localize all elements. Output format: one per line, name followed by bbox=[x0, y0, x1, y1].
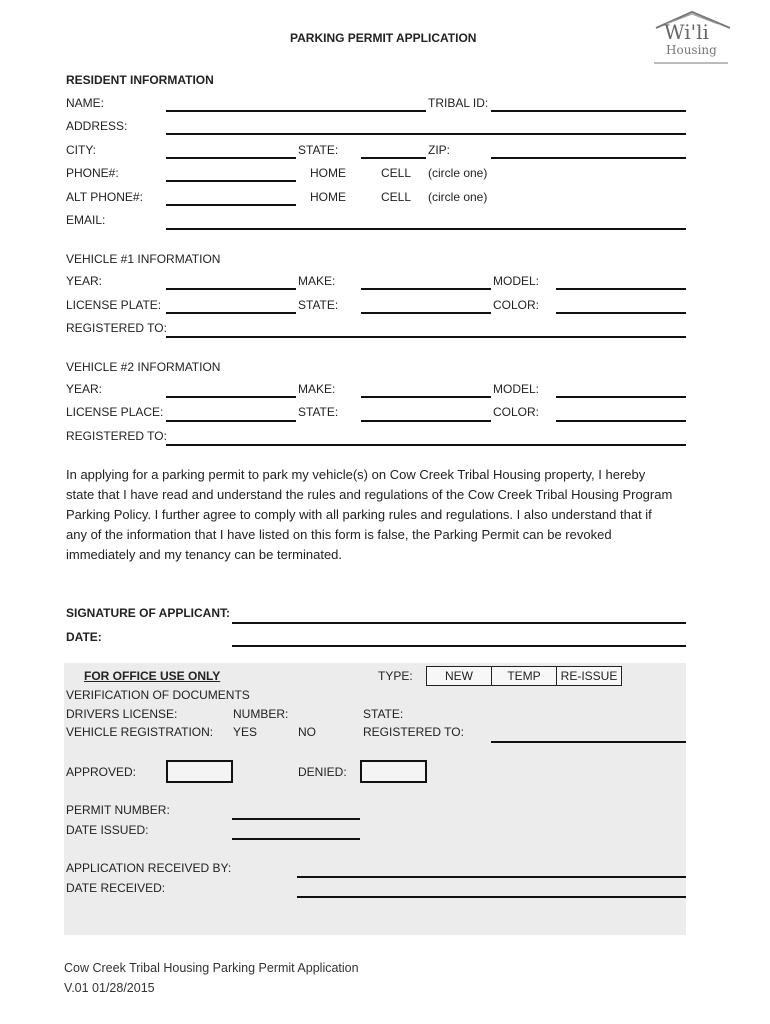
phone-circle-one: (circle one) bbox=[428, 166, 488, 180]
date-label: DATE: bbox=[66, 630, 102, 644]
email-field[interactable] bbox=[166, 228, 686, 230]
city-label: CITY: bbox=[66, 143, 97, 157]
vehicle2-heading: VEHICLE #2 INFORMATION bbox=[66, 360, 221, 374]
office-registered-to-field[interactable] bbox=[491, 741, 686, 743]
signature-field[interactable] bbox=[232, 622, 686, 624]
date-received-label: DATE RECEIVED: bbox=[66, 881, 166, 895]
footer-title: Cow Creek Tribal Housing Parking Permit Application bbox=[64, 961, 359, 975]
vehicle2-model-label: MODEL: bbox=[493, 382, 540, 396]
state-field[interactable] bbox=[361, 157, 426, 159]
city-field[interactable] bbox=[166, 157, 296, 159]
zip-field[interactable] bbox=[491, 157, 686, 159]
page-title: PARKING PERMIT APPLICATION bbox=[290, 31, 477, 45]
date-received-field[interactable] bbox=[297, 896, 686, 898]
signature-label: SIGNATURE OF APPLICANT: bbox=[66, 606, 230, 620]
date-issued-field[interactable] bbox=[232, 838, 360, 840]
phone-cell-option[interactable]: CELL bbox=[381, 166, 412, 180]
name-label: NAME: bbox=[66, 96, 105, 110]
vehicle2-color-field[interactable] bbox=[556, 420, 686, 422]
logo-subtext: Housing bbox=[666, 43, 717, 57]
alt-phone-field[interactable] bbox=[166, 204, 296, 206]
vehicle2-state-label: STATE: bbox=[298, 405, 339, 419]
vehicle2-year-label: YEAR: bbox=[66, 382, 103, 396]
vehicle1-plate-field[interactable] bbox=[166, 312, 296, 314]
vehicle2-registered-label: REGISTERED TO: bbox=[66, 429, 167, 443]
vehicle1-registered-label: REGISTERED TO: bbox=[66, 321, 167, 335]
number-label: NUMBER: bbox=[233, 707, 289, 721]
phone-field[interactable] bbox=[166, 180, 296, 182]
office-registered-to-label: REGISTERED TO: bbox=[363, 725, 464, 739]
verification-label: VERIFICATION OF DOCUMENTS bbox=[66, 688, 250, 702]
phone-label: PHONE#: bbox=[66, 166, 119, 180]
vehicle2-plate-label: LICENSE PLACE: bbox=[66, 405, 164, 419]
vehicle2-registered-field[interactable] bbox=[166, 444, 686, 446]
registration-no-option[interactable]: NO bbox=[298, 725, 316, 739]
vehicle1-heading: VEHICLE #1 INFORMATION bbox=[66, 252, 221, 266]
vehicle1-color-label: COLOR: bbox=[493, 298, 540, 312]
logo-tagline-rule bbox=[654, 62, 728, 64]
vehicle-registration-label: VEHICLE REGISTRATION: bbox=[66, 725, 214, 739]
alt-phone-cell-option[interactable]: CELL bbox=[381, 190, 412, 204]
denied-box[interactable] bbox=[360, 760, 427, 783]
vehicle1-plate-label: LICENSE PLATE: bbox=[66, 298, 162, 312]
type-new-option[interactable]: NEW bbox=[426, 666, 492, 686]
phone-home-option[interactable]: HOME bbox=[310, 166, 346, 180]
vehicle1-model-field[interactable] bbox=[556, 288, 686, 290]
date-field[interactable] bbox=[232, 645, 686, 647]
zip-label: ZIP: bbox=[428, 143, 451, 157]
vehicle2-model-field[interactable] bbox=[556, 396, 686, 398]
received-by-field[interactable] bbox=[297, 876, 686, 878]
tribal-id-label: TRIBAL ID: bbox=[428, 96, 489, 110]
vehicle2-color-label: COLOR: bbox=[493, 405, 540, 419]
vehicle2-state-field[interactable] bbox=[361, 420, 491, 422]
approved-box[interactable] bbox=[166, 760, 233, 783]
vehicle1-model-label: MODEL: bbox=[493, 274, 540, 288]
state-label: STATE: bbox=[298, 143, 339, 157]
office-heading: FOR OFFICE USE ONLY bbox=[84, 669, 221, 683]
date-issued-label: DATE ISSUED: bbox=[66, 823, 149, 837]
vehicle1-year-label: YEAR: bbox=[66, 274, 103, 288]
tribal-id-field[interactable] bbox=[491, 110, 686, 112]
drivers-license-label: DRIVERS LICENSE: bbox=[66, 707, 178, 721]
logo-text: Wi'li bbox=[664, 20, 709, 44]
email-label: EMAIL: bbox=[66, 213, 106, 227]
type-temp-option[interactable]: TEMP bbox=[491, 666, 557, 686]
vehicle1-make-field[interactable] bbox=[361, 288, 491, 290]
address-label: ADDRESS: bbox=[66, 119, 128, 133]
address-field[interactable] bbox=[166, 133, 686, 135]
alt-phone-label: ALT PHONE#: bbox=[66, 190, 143, 204]
permit-number-label: PERMIT NUMBER: bbox=[66, 803, 170, 817]
type-label: TYPE: bbox=[378, 669, 413, 683]
office-state-label: STATE: bbox=[363, 707, 404, 721]
vehicle1-year-field[interactable] bbox=[166, 288, 296, 290]
received-by-label: APPLICATION RECEIVED BY: bbox=[66, 861, 232, 875]
wili-housing-logo bbox=[652, 8, 732, 70]
vehicle2-make-label: MAKE: bbox=[298, 382, 336, 396]
agreement-statement: In applying for a parking permit to park my vehicle(s) on Cow Creek Tribal Housing property, I hereby state that I have read and understand the rules and regulations of the Cow Creek Tribal Housing Program Parking Policy. I further agree to comply with all parking rules and regulations. I also understand that if any of the information that I have listed on this form is false, the Parking Permit can be revoked immediately and my tenancy can be terminated. bbox=[66, 467, 673, 562]
vehicle2-plate-field[interactable] bbox=[166, 420, 296, 422]
resident-heading: RESIDENT INFORMATION bbox=[66, 73, 214, 87]
vehicle1-make-label: MAKE: bbox=[298, 274, 336, 288]
registration-yes-option[interactable]: YES bbox=[233, 725, 258, 739]
vehicle1-color-field[interactable] bbox=[556, 312, 686, 314]
vehicle1-registered-field[interactable] bbox=[166, 336, 686, 338]
vehicle1-state-label: STATE: bbox=[298, 298, 339, 312]
alt-phone-circle-one: (circle one) bbox=[428, 190, 488, 204]
vehicle1-state-field[interactable] bbox=[361, 312, 491, 314]
type-reissue-option[interactable]: RE-ISSUE bbox=[556, 666, 622, 686]
permit-number-field[interactable] bbox=[232, 818, 360, 820]
footer-version: V.01 01/28/2015 bbox=[64, 981, 155, 995]
name-field[interactable] bbox=[166, 110, 426, 112]
denied-label: DENIED: bbox=[298, 765, 347, 779]
vehicle2-year-field[interactable] bbox=[166, 396, 296, 398]
vehicle2-make-field[interactable] bbox=[361, 396, 491, 398]
approved-label: APPROVED: bbox=[66, 765, 137, 779]
alt-phone-home-option[interactable]: HOME bbox=[310, 190, 346, 204]
